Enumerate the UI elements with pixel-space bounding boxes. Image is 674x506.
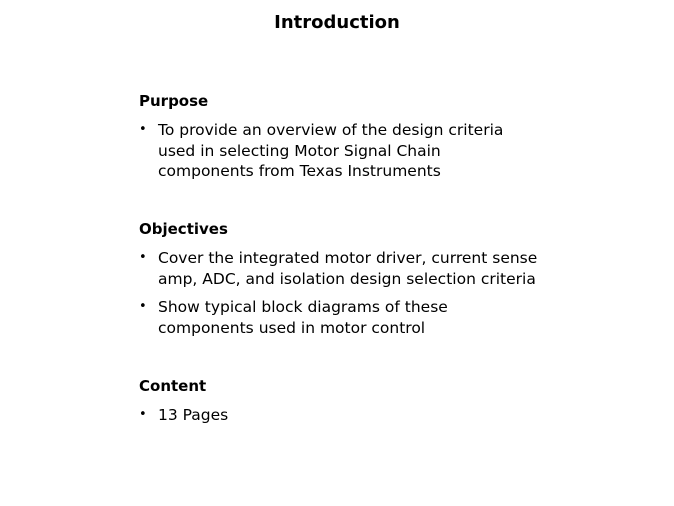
content-bullet — [139, 405, 599, 426]
section-heading-content: Content — [139, 377, 207, 395]
bullet-text: 13 Pages — [158, 406, 229, 424]
section-heading-objectives: Objectives — [139, 220, 228, 238]
objectives-bullet-1 — [139, 248, 599, 289]
bullet-text: Show typical block diagrams of these components used in motor control — [158, 298, 448, 337]
bullet-text: Cover the integrated motor driver, current sense amp, ADC, and isolation design selection criteria — [158, 249, 538, 288]
bullet-dot-icon: • — [139, 407, 147, 422]
objectives-bullet-2 — [139, 297, 599, 338]
purpose-bullet — [139, 120, 599, 182]
bullet-dot-icon: • — [139, 250, 147, 265]
slide-title: Introduction — [274, 12, 400, 33]
bullet-dot-icon: • — [139, 299, 147, 314]
section-heading-purpose: Purpose — [139, 92, 209, 110]
bullet-text: To provide an overview of the design criteria used in selecting Motor Signal Chain components from Texas Instruments — [158, 121, 504, 180]
bullet-dot-icon: • — [139, 122, 147, 137]
